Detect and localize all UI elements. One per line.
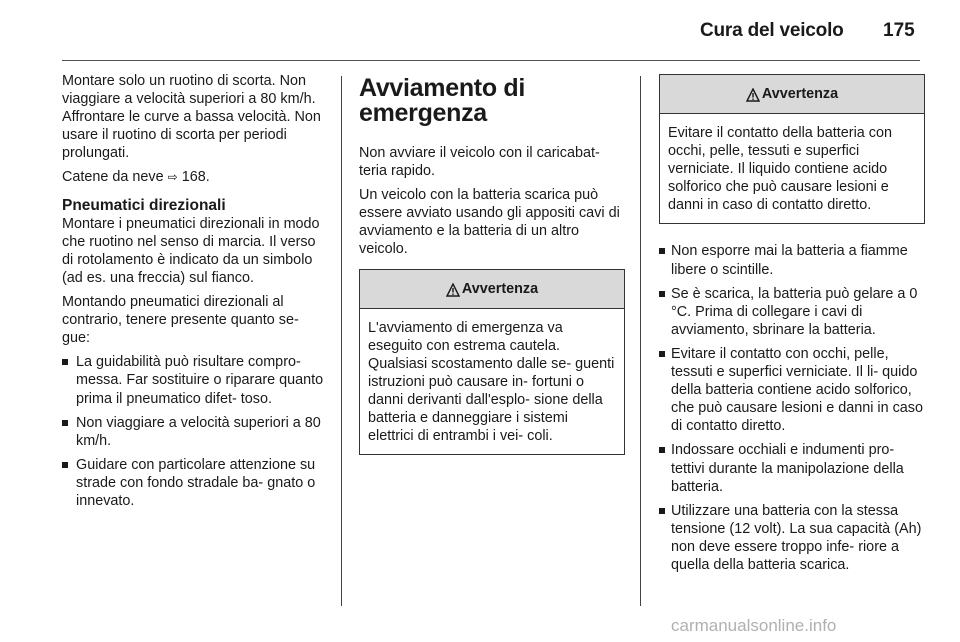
snow-chains-label: Catene da neve — [62, 169, 164, 186]
column-right — [659, 72, 925, 580]
warning-body: L'avviamento di emergenza va eseguito con estrema cautela. Qualsiasi scostamento dalle se- guenti istruzioni può causare in- fortuni o danni derivanti dall'esplo- sione della batteria e danneggiare i sistemi elettrici di entrambi i vei- coli. — [368, 319, 615, 445]
warning-box — [659, 74, 925, 224]
warning-triangle-icon — [746, 88, 760, 102]
warning-box — [359, 269, 625, 456]
arrow-ref-icon: ⇨ — [167, 170, 178, 185]
watermark: carmanualsonline.info — [671, 616, 837, 635]
list-item: Indossare occhiali e indumenti pro- tettivi durante la manipolazione della batteria. — [659, 441, 925, 495]
emergency-start-paragraph-1: Non avviare il veicolo con il caricabat- teria rapido. — [359, 145, 600, 180]
spare-wheel-paragraph: Montare solo un ruotino di scorta. Non viaggiare a velocità superiori a 80 km/h. Affrontare le curve a bassa velocità. Non usare il ruotino di scorta per periodi prolungati. — [62, 73, 321, 162]
emergency-start-heading: Avviamento di emergenza — [359, 74, 526, 127]
column-left — [62, 72, 326, 516]
directional-tyres-heading: Pneumatici direzionali — [62, 196, 226, 214]
snow-chains-reference — [62, 168, 326, 186]
list-item: Non viaggiare a velocità superiori a 80 km/h. — [62, 414, 326, 450]
directional-tyres-list — [62, 353, 326, 510]
list-item: Guidare con particolare attenzione su strade con fondo stradale ba- gnato o innevato. — [62, 456, 326, 510]
header-divider — [62, 60, 920, 61]
warning-triangle-icon — [446, 283, 460, 297]
battery-safety-list — [659, 242, 925, 574]
list-item: Non esporre mai la batteria a fiamme libere o scintille. — [659, 242, 925, 278]
snow-chains-page-link[interactable]: 168. — [181, 169, 210, 186]
directional-tyres-paragraph-2: Montando pneumatici direzionali al contrario, tenere presente quanto se- gue: — [62, 294, 299, 347]
column-divider-2 — [640, 76, 641, 606]
warning-title: Avvertenza — [761, 85, 839, 102]
list-item: Evitare il contatto con occhi, pelle, tessuti e superfici verniciate. Il li- quido della batteria contiene acido solforico, che può causare lesioni e danni in caso di contatto diretto. — [659, 345, 925, 435]
column-divider-1 — [341, 76, 342, 606]
section-title: Cura del veicolo — [700, 20, 844, 41]
list-item: Se è scarica, la batteria può gelare a 0 °C. Prima di collegare i cavi di avviamento, sbrinare la batteria. — [659, 285, 925, 339]
warning-header — [360, 270, 624, 309]
warning-header — [660, 75, 924, 114]
page-header — [0, 0, 960, 62]
list-item: Utilizzare una batteria con la stessa tensione (12 volt). La sua capacità (Ah) non deve essere troppo infe- riore a quella della batteria scarica. — [659, 502, 925, 574]
emergency-start-paragraph-2: Un veicolo con la batteria scarica può essere avviato usando gli appositi cavi di avviamento e la batteria di un altro veicolo. — [359, 187, 620, 258]
column-middle — [359, 72, 625, 463]
warning-body: Evitare il contatto della batteria con occhi, pelle, tessuti e superfici verniciate. Il liquido contiene acido solforico che può causare lesioni e danni in caso di contatto diretto. — [668, 125, 892, 214]
page-number: 175 — [883, 20, 915, 41]
directional-tyres-paragraph-1: Montare i pneumatici direzionali in modo che ruotino nel senso di marcia. Il verso di rotolamento è indicato da un simbolo (ad es. una freccia) sul fianco. — [62, 215, 320, 286]
warning-title: Avvertenza — [461, 280, 539, 297]
list-item: La guidabilità può risultare compro- messa. Far sostituire o riparare quanto prima il pneumatico difet- toso. — [62, 353, 326, 407]
